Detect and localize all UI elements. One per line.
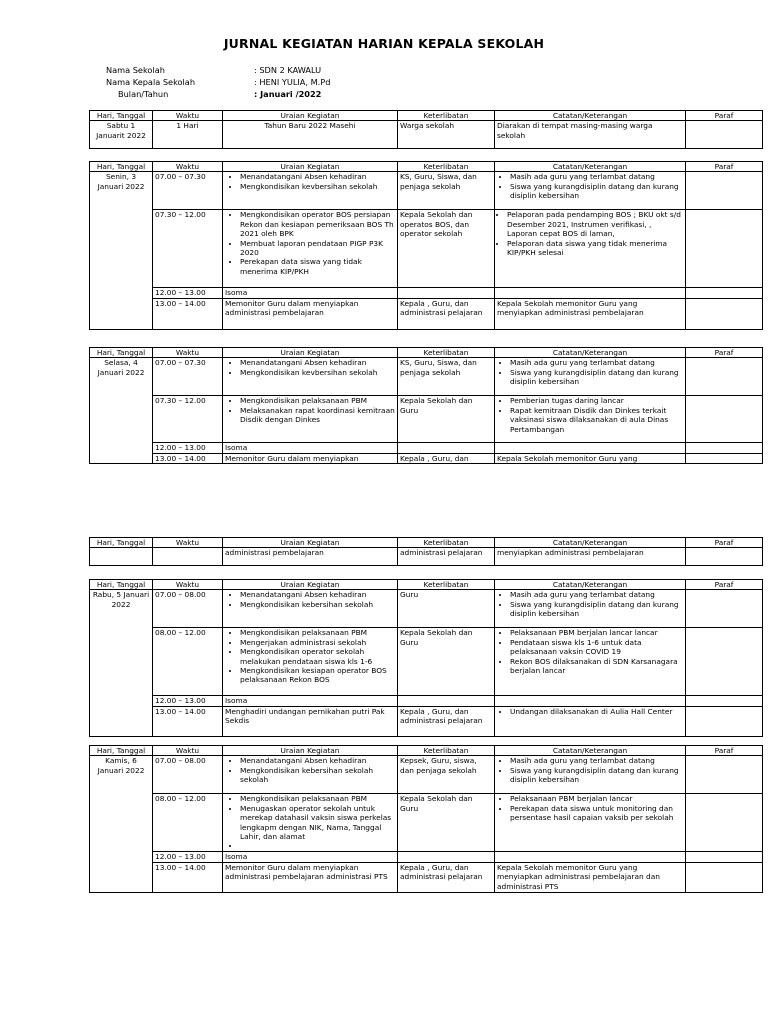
signature-cell: [686, 288, 763, 298]
notes-list: [497, 707, 683, 716]
list-item: • Pelaksanaan PBM berjalan lancar: [510, 794, 683, 803]
page-title: JURNAL KEGIATAN HARIAN KEPALA SEKOLAH: [223, 36, 545, 51]
list-item: • Perekapan data siswa yang tidak menerima KIP/PKH: [240, 257, 395, 276]
list-item: • Rapat kemitraan Disdik dan Dinkes terkait vaksinasi siswa dilaksanakan di aula Dinas Pertambangan: [510, 406, 683, 434]
column-header: Paraf: [686, 538, 763, 548]
day-date-cell: [90, 548, 153, 566]
notes-cell: [495, 210, 686, 288]
signature-cell: [686, 453, 763, 463]
table-row: [90, 862, 763, 892]
time-cell: 13.00 – 14.00: [153, 706, 223, 736]
table-row: [90, 590, 763, 628]
column-header: Uraian Kegiatan: [223, 348, 398, 358]
activity-cell: Isoma: [223, 852, 398, 862]
day-date-cell: Senin, 3 Januari 2022: [90, 172, 153, 329]
list-item: • Mengkondisikan kebersihan sekolah: [240, 600, 395, 609]
notes-cell: Diarakan di tempat masing-masing warga sekolah: [495, 121, 686, 149]
activity-cell: [223, 172, 398, 210]
list-item: • Mengkondisikan kesiapan operator BOS pelaksanaan Rekon BOS: [240, 666, 395, 685]
time-cell: 12.00 – 13.00: [153, 852, 223, 862]
time-cell: 07.30 – 12.00: [153, 210, 223, 288]
signature-cell: [686, 862, 763, 892]
header-row: [90, 348, 763, 358]
list-item: • Mengkondisikan operator sekolah melakukan pendataan siswa kls 1-6: [240, 647, 395, 666]
column-header: Keterlibatan: [398, 111, 495, 121]
involvement-cell: [398, 696, 495, 706]
time-cell: 12.00 – 13.00: [153, 443, 223, 453]
column-header: Keterlibatan: [398, 348, 495, 358]
notes-cell: [495, 172, 686, 210]
notes-list: [497, 396, 683, 434]
notes-cell: [495, 443, 686, 453]
column-header: Hari, Tanggal: [90, 111, 153, 121]
signature-cell: [686, 696, 763, 706]
column-header: Uraian Kegiatan: [223, 111, 398, 121]
journal-table: [89, 745, 763, 893]
time-cell: 07.00 – 08.00: [153, 756, 223, 794]
column-header: Waktu: [153, 162, 223, 172]
involvement-cell: Warga sekolah: [398, 121, 495, 149]
signature-cell: [686, 358, 763, 396]
activity-list: [225, 756, 395, 784]
table-row: [90, 172, 763, 210]
day-date-cell: Kamis, 6 Januari 2022: [90, 756, 153, 892]
signature-cell: [686, 396, 763, 443]
involvement-cell: administrasi pelajaran: [398, 548, 495, 566]
list-item: • Undangan dilaksanakan di Aulia Hall Center: [510, 707, 683, 716]
column-header: Catatan/Keterangan: [495, 111, 686, 121]
activity-cell: Isoma: [223, 443, 398, 453]
table-row: [90, 358, 763, 396]
notes-list: [497, 172, 683, 200]
list-item: • Rekon BOS dilaksanakan di SDN Karsanagara berjalan lancar: [510, 657, 683, 676]
time-cell: 13.00 – 14.00: [153, 862, 223, 892]
activity-cell: Isoma: [223, 288, 398, 298]
time-cell: 12.00 – 13.00: [153, 288, 223, 298]
signature-cell: [686, 628, 763, 696]
header-row: [90, 746, 763, 756]
meta-label: Nama Sekolah: [106, 65, 165, 75]
signature-cell: [686, 443, 763, 453]
time-cell: 07.00 – 07.30: [153, 172, 223, 210]
activity-list: [225, 210, 395, 276]
header-row: [90, 538, 763, 548]
column-header: Waktu: [153, 580, 223, 590]
list-item: • Mengkondisikan pelaksanaan PBM: [240, 794, 395, 803]
list-item: • Mengkondisikan pelaksanaan PBM: [240, 628, 395, 637]
time-cell: 08.00 – 12.00: [153, 628, 223, 696]
list-item: • Siswa yang kurangdisiplin datang dan kurang disiplin kebersihan: [510, 368, 683, 387]
notes-cell: [495, 696, 686, 706]
activity-cell: Tahun Baru 2022 Masehi: [223, 121, 398, 149]
day-date-cell: Selasa, 4 Januari 2022: [90, 358, 153, 464]
column-header: Paraf: [686, 746, 763, 756]
journal-table: [89, 579, 763, 737]
list-item: • Masih ada guru yang terlambat datang: [510, 756, 683, 765]
notes-cell: [495, 288, 686, 298]
column-header: Keterlibatan: [398, 580, 495, 590]
list-item: • Pemberian tugas daring lancar: [510, 396, 683, 405]
time-cell: 08.00 – 12.00: [153, 794, 223, 852]
signature-cell: [686, 548, 763, 566]
meta-value: : SDN 2 KAWALU: [254, 65, 322, 75]
activity-cell: [223, 210, 398, 288]
table-row: [90, 453, 763, 463]
signature-cell: [686, 590, 763, 628]
time-cell: 12.00 – 13.00: [153, 696, 223, 706]
column-header: Catatan/Keterangan: [495, 162, 686, 172]
list-item: • Pelaporan pada pendamping BOS ; BKU okt s/d Desember 2021, Instrumen verifikasi, , Laporan cepat BOS di laman,: [507, 210, 683, 238]
notes-cell: menyiapkan administrasi pembelajaran: [495, 548, 686, 566]
list-item: • Siswa yang kurangdisiplin datang dan kurang disiplin kebersihan: [510, 766, 683, 785]
list-item: • Masih ada guru yang terlambat datang: [510, 172, 683, 181]
notes-list: [497, 590, 683, 618]
signature-cell: [686, 706, 763, 736]
signature-cell: [686, 298, 763, 329]
column-header: Keterlibatan: [398, 746, 495, 756]
signature-cell: [686, 852, 763, 862]
list-item: • Pendataan siswa kls 1-6 untuk data pelaksanaan vaksin COVID 19: [510, 638, 683, 657]
notes-cell: Kepala Sekolah memonitor Guru yang menyiapkan administrasi pembelajaran dan administrasi PTS: [495, 862, 686, 892]
list-item: • Mengkondisikan kevbersihan sekolah: [240, 368, 395, 377]
table-row: [90, 210, 763, 288]
signature-cell: [686, 172, 763, 210]
column-header: Hari, Tanggal: [90, 162, 153, 172]
table-row: [90, 298, 763, 329]
activity-list: [225, 628, 395, 684]
list-item: • Menandatangani Absen kehadiran: [240, 590, 395, 599]
notes-list: [497, 210, 683, 257]
notes-cell: Kepala Sekolah memonitor Guru yang: [495, 453, 686, 463]
list-item: • Menandatangani Absen kehadiran: [240, 172, 395, 181]
list-item: • Masih ada guru yang terlambat datang: [510, 358, 683, 367]
meta-label: Nama Kepala Sekolah: [106, 77, 196, 87]
involvement-cell: Kepala Sekolah dan Guru: [398, 396, 495, 443]
list-item: • Mengkondisikan kevbersihan sekolah: [240, 182, 395, 191]
notes-cell: [495, 756, 686, 794]
column-header: Paraf: [686, 348, 763, 358]
involvement-cell: Kepala , Guru, dan: [398, 453, 495, 463]
list-item: • Mengkondisikan operator BOS persiapan Rekon dan kesiapan pemeriksaan BOS Th 2021 oleh BPK: [240, 210, 395, 238]
activity-list: [225, 590, 395, 609]
time-cell: 13.00 – 14.00: [153, 298, 223, 329]
list-item: • Melaksanakan rapat koordinasi kemitraan Disdik dengan Dinkes: [240, 406, 395, 425]
column-header: Catatan/Keterangan: [495, 348, 686, 358]
header-row: [90, 162, 763, 172]
involvement-cell: Kepala Sekolah dan operatos BOS, dan operator sekolah: [398, 210, 495, 288]
meta-label: Bulan/Tahun: [118, 89, 169, 99]
activity-cell: Menghadiri undangan pernikahan putri Pak Sekdis: [223, 706, 398, 736]
time-cell: 13.00 – 14.00: [153, 453, 223, 463]
activity-cell: Memonitor Guru dalam menyiapkan: [223, 453, 398, 463]
involvement-cell: Kepala Sekolah dan Guru: [398, 628, 495, 696]
notes-list: [497, 628, 683, 675]
list-item: • Pelaporan data siswa yang tidak menerima KIP/PKH selesai: [507, 239, 683, 258]
activity-cell: [223, 590, 398, 628]
time-cell: 07.30 – 12.00: [153, 396, 223, 443]
signature-cell: [686, 121, 763, 149]
table-row: [90, 288, 763, 298]
table-row: [90, 756, 763, 794]
activity-list: [225, 358, 395, 377]
column-header: Catatan/Keterangan: [495, 580, 686, 590]
notes-cell: [495, 396, 686, 443]
list-item: • Perekapan data siswa untuk monitoring dan persentase hasil capaian vaksib per sekolah: [510, 804, 683, 823]
column-header: Uraian Kegiatan: [223, 580, 398, 590]
column-header: Keterlibatan: [398, 162, 495, 172]
column-header: Catatan/Keterangan: [495, 746, 686, 756]
activity-cell: [223, 358, 398, 396]
notes-list: [497, 756, 683, 784]
involvement-cell: Guru: [398, 590, 495, 628]
activity-list: [225, 794, 395, 850]
signature-cell: [686, 210, 763, 288]
meta-nama-sekolah: [106, 64, 321, 76]
meta-value: : HENI YULIA, M.Pd: [254, 77, 331, 87]
list-item: [240, 841, 395, 850]
journal-table: [89, 347, 763, 464]
column-header: Uraian Kegiatan: [223, 162, 398, 172]
column-header: Hari, Tanggal: [90, 580, 153, 590]
column-header: Waktu: [153, 348, 223, 358]
table-row: [90, 628, 763, 696]
activity-cell: [223, 628, 398, 696]
column-header: Waktu: [153, 538, 223, 548]
notes-cell: [495, 852, 686, 862]
involvement-cell: [398, 443, 495, 453]
column-header: Waktu: [153, 746, 223, 756]
table-row: [90, 852, 763, 862]
column-header: Uraian Kegiatan: [223, 746, 398, 756]
table-row: [90, 443, 763, 453]
involvement-cell: Kepala Sekolah dan Guru: [398, 794, 495, 852]
activity-cell: administrasi pembelajaran: [223, 548, 398, 566]
column-header: Paraf: [686, 162, 763, 172]
table-row: [90, 696, 763, 706]
column-header: Hari, Tanggal: [90, 746, 153, 756]
journal-table: [89, 537, 763, 566]
involvement-cell: Kepala , Guru, dan administrasi pelajaran: [398, 706, 495, 736]
activity-cell: [223, 794, 398, 852]
notes-cell: [495, 358, 686, 396]
column-header: Catatan/Keterangan: [495, 538, 686, 548]
involvement-cell: Kepsek, Guru, siswa, dan penjaga sekolah: [398, 756, 495, 794]
involvement-cell: [398, 288, 495, 298]
column-header: Hari, Tanggal: [90, 348, 153, 358]
involvement-cell: Kepala , Guru, dan administrasi pelajaran: [398, 862, 495, 892]
activity-cell: [223, 396, 398, 443]
involvement-cell: [398, 852, 495, 862]
list-item: • Menandatangani Absen kehadiran: [240, 756, 395, 765]
list-item: • Mengkondisikan kebersihan sekolah sekolah: [240, 766, 395, 785]
list-item: • Siswa yang kurangdisiplin datang dan kurang disiplin kebersihan: [510, 600, 683, 619]
notes-list: [497, 358, 683, 386]
notes-cell: [495, 628, 686, 696]
notes-cell: [495, 706, 686, 736]
list-item: • Siswa yang kurangdisiplin datang dan kurang disiplin kebersihan: [510, 182, 683, 201]
list-item: • Menandatangani Absen kehadiran: [240, 358, 395, 367]
table-row: [90, 706, 763, 736]
header-row: [90, 111, 763, 121]
time-cell: 07.00 – 07.30: [153, 358, 223, 396]
meta-value: : Januari /2022: [254, 89, 322, 99]
day-date-cell: Rabu, 5 Januari 2022: [90, 590, 153, 736]
list-item: • Menugaskan operator sekolah untuk merekap datahasil vaksin siswa perkelas lengkapm dengan NIK, Nama, Tanggal Lahir, dan alamat: [240, 804, 395, 842]
header-row: [90, 580, 763, 590]
column-header: Uraian Kegiatan: [223, 538, 398, 548]
notes-cell: [495, 794, 686, 852]
column-header: Paraf: [686, 111, 763, 121]
signature-cell: [686, 794, 763, 852]
activity-cell: Memonitor Guru dalam menyiapkan administrasi pembelajaran: [223, 298, 398, 329]
list-item: • Membuat laporan pendataan PIGP P3K 2020: [240, 239, 395, 258]
list-item: • Mengkondisikan pelaksanaan PBM: [240, 396, 395, 405]
time-cell: 07.00 – 08.00: [153, 590, 223, 628]
time-cell: 1 Hari: [153, 121, 223, 149]
activity-cell: Isoma: [223, 696, 398, 706]
meta-bulan-tahun: [106, 88, 321, 100]
column-header: Hari, Tanggal: [90, 538, 153, 548]
notes-cell: Kepala Sekolah memonitor Guru yang menyiapkan administrasi pembelajaran: [495, 298, 686, 329]
notes-cell: [495, 590, 686, 628]
meta-nama-kepala-sekolah: [106, 76, 330, 88]
activity-list: [225, 172, 395, 191]
table-row: [90, 548, 763, 566]
involvement-cell: KS, Guru, Siswa, dan penjaga sekolah: [398, 358, 495, 396]
signature-cell: [686, 756, 763, 794]
involvement-cell: Kepala , Guru, dan administrasi pelajaran: [398, 298, 495, 329]
involvement-cell: KS, Guru, Siswa, dan penjaga sekolah: [398, 172, 495, 210]
list-item: • Masih ada guru yang terlambat datang: [510, 590, 683, 599]
journal-table: [89, 110, 763, 149]
column-header: Waktu: [153, 111, 223, 121]
time-cell: [153, 548, 223, 566]
journal-table: [89, 161, 763, 330]
day-date-cell: Sabtu 1 Januarit 2022: [90, 121, 153, 149]
column-header: Keterlibatan: [398, 538, 495, 548]
table-row: [90, 121, 763, 149]
column-header: Paraf: [686, 580, 763, 590]
notes-list: [497, 794, 683, 822]
activity-cell: Memonitor Guru dalam menyiapkan administrasi pembelajaran administrasi PTS: [223, 862, 398, 892]
activity-cell: [223, 756, 398, 794]
table-row: [90, 794, 763, 852]
list-item: • Pelaksanaan PBM berjalan lancar lancar: [510, 628, 683, 637]
activity-list: [225, 396, 395, 424]
table-row: [90, 396, 763, 443]
list-item: • Mengerjakan administrasi sekolah: [240, 638, 395, 647]
